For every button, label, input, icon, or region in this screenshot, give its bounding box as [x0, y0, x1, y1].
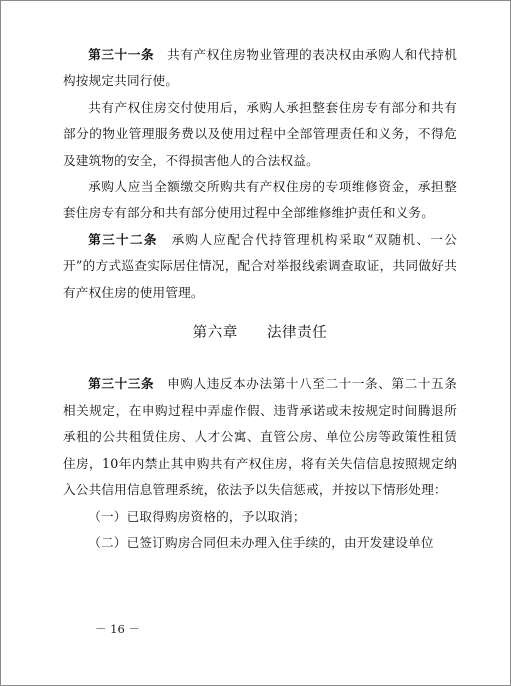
chapter-title: 法律责任 [266, 325, 328, 342]
list-item-text: （二）已签订购房合同但未办理入住手续的，由开发建设单位 [88, 534, 434, 550]
article-text: 共有产权住房物业管理的表决权由承购人和代持机构按规定共同行使。 [63, 47, 457, 89]
article-31-paragraph [63, 42, 457, 95]
article-32-paragraph [63, 227, 457, 306]
body-paragraph [63, 95, 457, 174]
paragraph-text: 共有产权住房交付使用后，承购人承担整套住房专有部分和共有部分的物业管理服务费以及使用过程中全部管理责任和义务，不得危及建筑物的安全，不得损害他人的合法权益。 [63, 99, 457, 168]
list-item [63, 530, 457, 556]
article-text: 申购人违反本办法第十八至二十一条、第二十五条相关规定，在申购过程中弄虚作假、违背承诺或未按规定时间腾退所承租的公共租赁住房、人才公寓、直管公房、单位公房等政策性租赁住房，10年内禁止其申购共有产权住房，将有关失信信息按照规定纳入公共信用信息管理系统，依法予以失信惩戒，并按以下情形处理： [63, 376, 457, 498]
chapter-heading [63, 320, 457, 346]
chapter-number: 第六章 [192, 325, 238, 342]
page-content [63, 42, 457, 556]
article-heading: 第三十二条 [88, 231, 158, 247]
article-heading: 第三十三条 [88, 376, 155, 392]
list-item [63, 504, 457, 530]
paragraph-text: 承购人应当全额缴交所购共有产权住房的专项维修资金，承担整套住房专有部分和共有部分使用过程中全部维修维护责任和义务。 [63, 179, 457, 221]
article-text: 承购人应配合代持管理机构采取“双随机、一公开”的方式巡查实际居住情况，配合对举报线索调查取证，共同做好共有产权住房的使用管理。 [63, 231, 457, 300]
page-number: － 16 － [95, 622, 140, 636]
article-33-paragraph [63, 371, 457, 503]
body-paragraph [63, 174, 457, 227]
article-heading: 第三十一条 [88, 47, 155, 62]
list-item-text: （一）已取得购房资格的，予以取消； [88, 508, 306, 524]
